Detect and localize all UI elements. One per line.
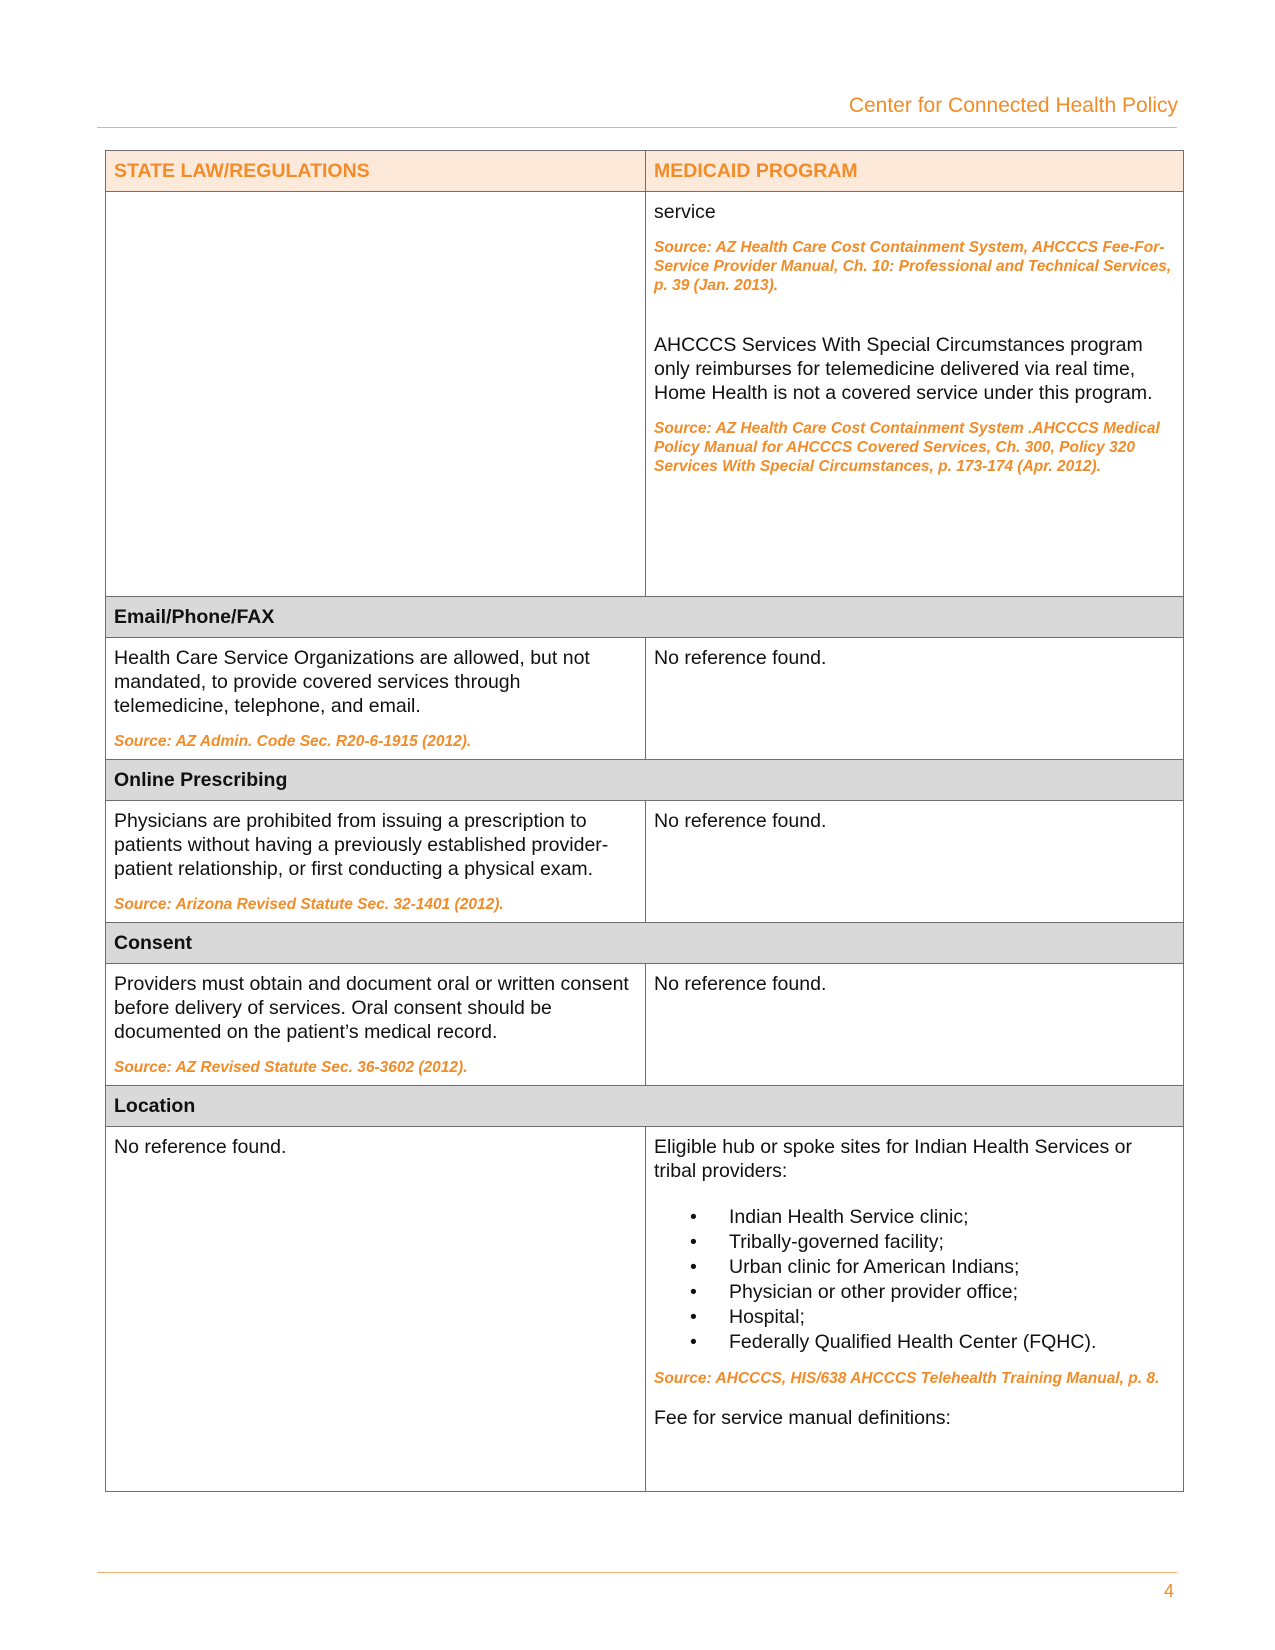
header-title: Center for Connected Health Policy — [848, 94, 1178, 117]
medicaid-cell-continuation — [646, 192, 1184, 597]
list-item: • Indian Health Service clinic; — [729, 1205, 1175, 1230]
list-item: • Hospital; — [729, 1305, 1175, 1330]
list-item: • Federally Qualified Health Center (FQHC). — [729, 1330, 1175, 1355]
source-citation: Source: AZ Health Care Cost Containment System, AHCCCS Fee-For- Service Provider Manual, Ch. 10: Professional and Technical Services, p. 39 (Jan. 2013). — [654, 239, 1172, 294]
medicaid-text: AHCCCS Services With Special Circumstances program only reimburses for telemedicine delivered via real time, Home Health is not a covered service under this program. — [654, 334, 1153, 404]
table-row-email — [106, 638, 1184, 760]
page-number: 4 — [1163, 1581, 1174, 1601]
section-heading: Online Prescribing — [106, 760, 1184, 801]
column-header-state-law: STATE LAW/REGULATIONS — [106, 151, 646, 192]
eligible-sites-list — [654, 1205, 1175, 1355]
list-item: • Tribally-governed facility; — [729, 1230, 1175, 1255]
footer-rule — [97, 1572, 1177, 1573]
source-citation: Source: AZ Admin. Code Sec. R20-6-1915 (2012). — [114, 733, 472, 750]
table-row-location — [106, 1127, 1184, 1492]
medicaid-text: No reference found. — [654, 973, 827, 995]
section-row-email — [106, 597, 1184, 638]
medicaid-cell — [646, 801, 1184, 923]
state-law-text: Physicians are prohibited from issuing a prescription to patients without having a previously established provider-patient relationship, or first conducting a physical exam. — [114, 810, 609, 880]
source-citation: Source: AZ Health Care Cost Containment System .AHCCCS Medical Policy Manual for AHCCCS Covered Services, Ch. 300, Policy 320 Services With Special Circumstances, p. 173-174 (Apr. 2012). — [654, 420, 1160, 475]
state-law-cell — [106, 801, 646, 923]
list-item: • Urban clinic for American Indians; — [729, 1255, 1175, 1280]
section-heading: Location — [106, 1086, 1184, 1127]
state-law-text: Providers must obtain and document oral or written consent before delivery of services. Oral consent should be documented on the patient’s medical record. — [114, 973, 629, 1043]
state-law-text: No reference found. — [114, 1136, 287, 1158]
table-row-continuation — [106, 192, 1184, 597]
table-row-consent — [106, 964, 1184, 1086]
state-law-cell — [106, 964, 646, 1086]
medicaid-cell — [646, 964, 1184, 1086]
medicaid-text: service — [654, 201, 716, 223]
column-header-medicaid: MEDICAID PROGRAM — [646, 151, 1184, 192]
section-heading: Consent — [106, 923, 1184, 964]
section-row-prescribing — [106, 760, 1184, 801]
source-citation: Source: AHCCCS, HIS/638 AHCCCS Telehealth Training Manual, p. 8. — [654, 1370, 1160, 1387]
column-header-row — [106, 151, 1184, 192]
list-item: • Physician or other provider office; — [729, 1280, 1175, 1305]
state-law-cell-empty — [106, 192, 646, 597]
section-row-location — [106, 1086, 1184, 1127]
section-heading: Email/Phone/FAX — [106, 597, 1184, 638]
source-citation: Source: AZ Revised Statute Sec. 36-3602 (2012). — [114, 1059, 468, 1076]
table-row-prescribing — [106, 801, 1184, 923]
policy-table — [105, 150, 1184, 1492]
medicaid-text: Eligible hub or spoke sites for Indian Health Services or tribal providers: — [654, 1136, 1132, 1182]
medicaid-text: No reference found. — [654, 810, 827, 832]
header-rule — [97, 127, 1177, 128]
state-law-text: Health Care Service Organizations are allowed, but not mandated, to provide covered services through telemedicine, telephone, and email. — [114, 647, 590, 717]
medicaid-cell — [646, 1127, 1184, 1492]
state-law-cell — [106, 638, 646, 760]
medicaid-text: No reference found. — [654, 647, 827, 669]
medicaid-cell — [646, 638, 1184, 760]
medicaid-text: Fee for service manual definitions: — [654, 1407, 951, 1429]
source-citation: Source: Arizona Revised Statute Sec. 32-1401 (2012). — [114, 896, 504, 913]
state-law-cell — [106, 1127, 646, 1492]
section-row-consent — [106, 923, 1184, 964]
